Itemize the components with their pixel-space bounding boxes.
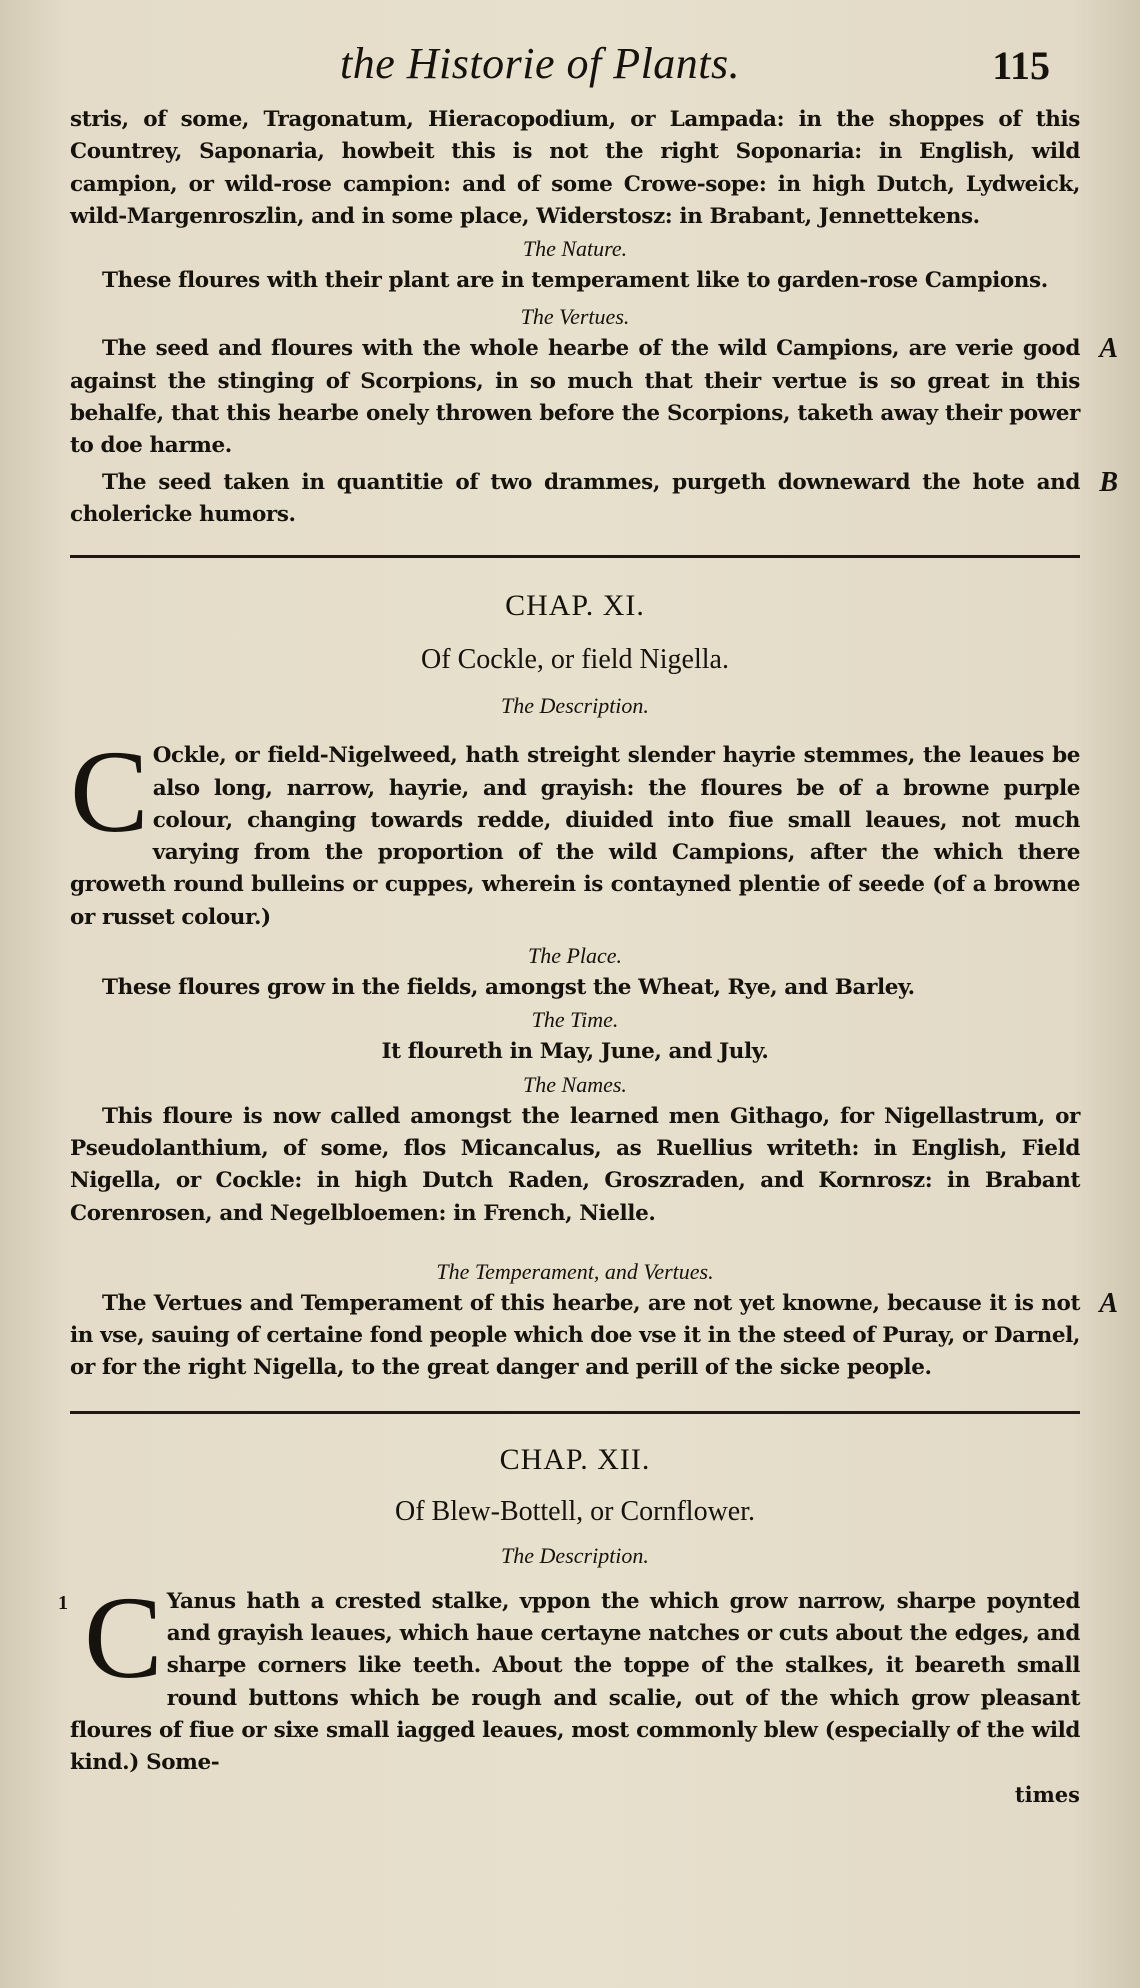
page-number: 115: [992, 43, 1050, 88]
description-heading: The Description.: [501, 1542, 649, 1568]
temperament-heading: The Temperament, and Vertues.: [436, 1258, 714, 1284]
page-body: [58, 104, 1118, 1810]
vertues-paragraph-2: [70, 466, 1118, 532]
chapter-12-number: CHAP. XII.: [499, 1442, 651, 1476]
place-text: These floures grow in the fields, amongst the Wheat, Rye, and Barley.: [102, 975, 915, 1001]
names-heading: The Names.: [523, 1071, 627, 1097]
section-rule: [70, 1411, 1080, 1414]
description-heading: The Description.: [501, 693, 649, 719]
vertues-heading: The Vertues.: [520, 304, 630, 330]
margin-letter-a: A: [1099, 1287, 1118, 1319]
chapter-12-title: Of Blew-Bottell, or Cornflower.: [394, 1495, 756, 1527]
running-title: the Historie of Plants.: [340, 39, 741, 88]
chapter-11-title: Of Cockle, or field Nigella.: [421, 644, 729, 676]
item-numeral: 1: [58, 1591, 68, 1614]
chapter-12-description: [58, 1571, 1080, 1780]
vertues-text-1: The seed and floures with the whole hearbe of the wild Campions, are verie good against the stinging of Scorpions, in so much that their vertue is so great in this behalfe, that this hearbe onely throwen before the Scorpions, taketh away their power to doe harme.: [70, 336, 1080, 459]
description-text: Yanus hath a crested stalke, vppon the which grow narrow, sharpe poynted and grayish leaues, which haue certayne natches or cuts about the edges, and sharpe corners like teeth. About the toppe of the stalkes, it beareth small round buttons which be rough and scalie, out of the which grow pleasant floures of fiue or sixe small iagged leaues, most commonly blew (especially of the wild kind.) Some-: [70, 1588, 1080, 1776]
chapter-11-number: CHAP. XI.: [505, 589, 645, 623]
page-header: [70, 38, 1070, 98]
names-text: This floure is now called amongst the learned men Githago, for Nigellastrum, or Pseudolanthium, of some, flos Micancalus, as Ruellius writeth: in English, Field Nigella, or Cockle: in high Dutch Raden, Groszraden, and Kornrosz: in Brabant Corenrosen, and Negelbloemen: in French, Nielle.: [70, 1103, 1080, 1226]
temperament-paragraph: [70, 1287, 1118, 1385]
names-continuation: stris, of some, Tragonatum, Hieracopodium, or Lampada: in the shoppes of this Countrey, Saponaria, howbeit this is not the right Soponaria: in English, wild campion, or wild-rose campion: and of some Crowe-sope: in high Dutch, Lydweick, wild-Margenroszlin, and in some place, Widerstosz: in Brabant, Jennettekens.: [70, 107, 1080, 229]
margin-letter-b: B: [1099, 466, 1118, 498]
section-rule: [70, 555, 1080, 558]
nature-text: These floures with their plant are in temperament like to garden-rose Campions.: [102, 268, 1048, 294]
margin-letter-a: A: [1099, 333, 1118, 365]
vertues-paragraph-1: [70, 333, 1118, 462]
temperament-text: The Vertues and Temperament of this hearbe, are not yet knowne, because it is not in vse, sauing of certaine fond people which doe vse it in the steed of Puray, or Darnel, or for the right Nigella, to the great danger and perill of the sicke people.: [70, 1290, 1080, 1381]
time-text: It floureth in May, June, and July.: [381, 1039, 769, 1065]
drop-cap: C: [70, 726, 149, 858]
drop-cap: C: [84, 1571, 163, 1703]
nature-heading: The Nature.: [522, 236, 628, 262]
place-heading: The Place.: [527, 943, 623, 969]
time-heading: The Time.: [531, 1007, 619, 1033]
description-text: Ockle, or field-Nigelweed, hath streight slender hayrie stemmes, the leaues be also long, narrow, hayrie, and grayish: the floures be of a browne purple colour, changing towards redde, diuided into fiue small leaues, not much varying from the proportion of the wild Campions, after the which there groweth round bulleins or cuppes, wherein is contayned plentie of seede (of a browne or russet colour.): [70, 743, 1080, 930]
chapter-11-description: [70, 726, 1080, 934]
vertues-text-2: The seed taken in quantitie of two drammes, purgeth downeward the hote and cholericke humors.: [70, 469, 1080, 527]
catchword: times: [1014, 1781, 1080, 1807]
